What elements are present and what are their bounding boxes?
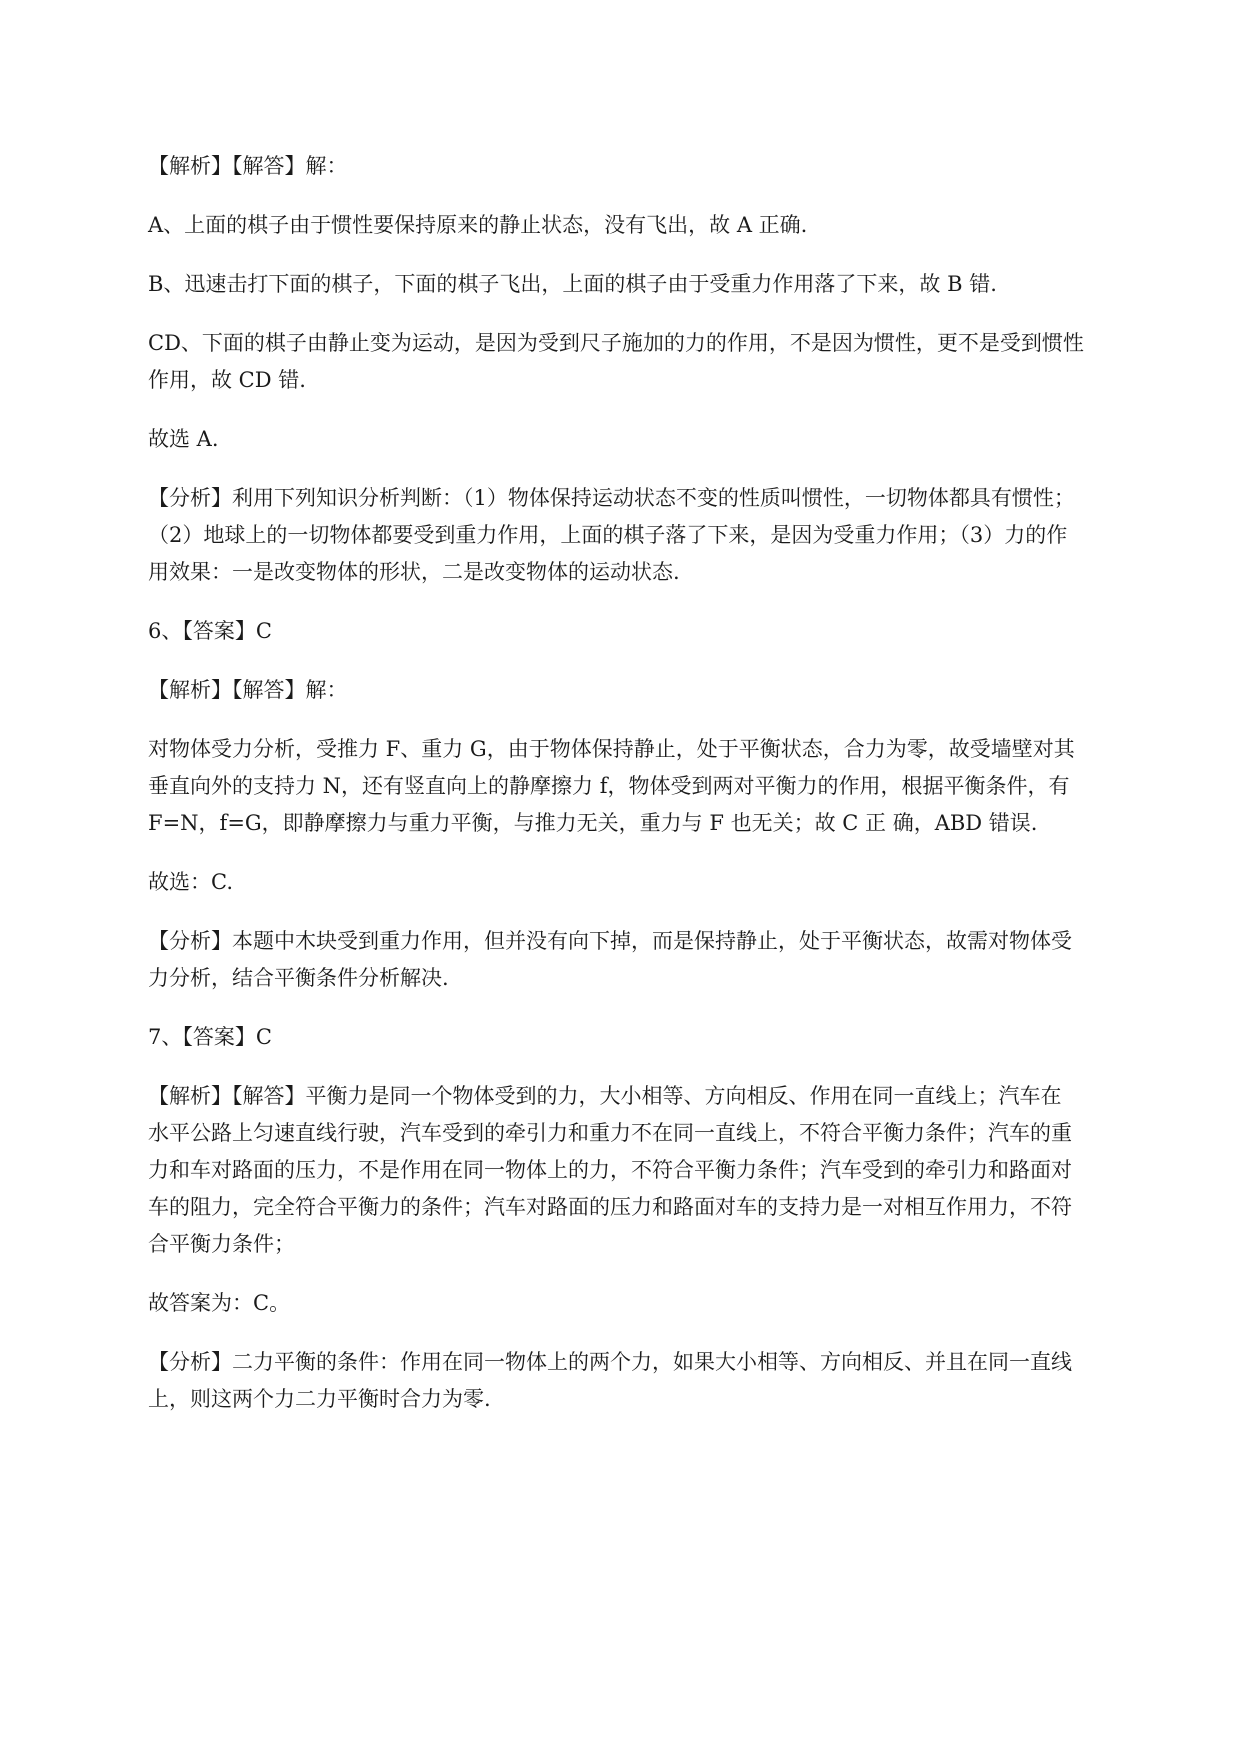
text-line: 故选：C. — [148, 870, 233, 894]
text-line: 故选 A. — [148, 427, 219, 451]
text-line: 上，则这两个力二力平衡时合力为零. — [148, 1387, 491, 1411]
text-line: 【解析】【解答】解： — [148, 154, 348, 178]
paragraph — [148, 1019, 1158, 1056]
text-line: 水平公路上匀速直线行驶，汽车受到的牵引力和重力不在同一直线上，不符合平衡力条件；汽车的重 — [148, 1121, 1072, 1145]
text-line: A、上面的棋子由于惯性要保持原来的静止状态，没有飞出，故 A 正确. — [148, 213, 808, 237]
text-line: 【分析】二力平衡的条件：作用在同一物体上的两个力，如果大小相等、方向相反、并且在同一直线 — [148, 1350, 1072, 1374]
paragraph — [148, 325, 1158, 399]
paragraph — [148, 923, 1158, 997]
paragraph — [148, 1285, 1158, 1322]
paragraph — [148, 148, 1158, 185]
text-line: 对物体受力分析，受推力 F、重力 G，由于物体保持静止，处于平衡状态，合力为零，故受墙壁对其 — [148, 737, 1075, 761]
text-line: 【分析】本题中木块受到重力作用，但并没有向下掉，而是保持静止，处于平衡状态，故需对物体受 — [148, 929, 1072, 953]
text-line: 故答案为：C。 — [148, 1291, 291, 1315]
paragraph — [148, 1344, 1158, 1418]
text-line: 垂直向外的支持力 N，还有竖直向上的静摩擦力 f，物体受到两对平衡力的作用，根据平衡条件，有 — [148, 774, 1070, 798]
text-line: （2）地球上的一切物体都要受到重力作用，上面的棋子落了下来，是因为受重力作用；（3）力的作 — [148, 523, 1068, 547]
paragraph — [148, 207, 1158, 244]
paragraph — [148, 731, 1158, 842]
text-line: F=N，f=G，即静摩擦力与重力平衡，与推力无关，重力与 F 也无关；故 C 正 确，ABD 错误. — [148, 811, 1038, 835]
paragraph — [148, 1078, 1158, 1263]
paragraph — [148, 864, 1158, 901]
text-line: 力和车对路面的压力，不是作用在同一物体上的力，不符合平衡力条件；汽车受到的牵引力和路面对 — [148, 1158, 1072, 1182]
text-line: 7、【答案】C — [148, 1025, 272, 1049]
text-line: 6、【答案】C — [148, 619, 272, 643]
text-line: 【解析】【解答】解： — [148, 678, 348, 702]
text-line: B、迅速击打下面的棋子，下面的棋子飞出，上面的棋子由于受重力作用落了下来，故 B 错. — [148, 272, 997, 296]
document-body — [148, 148, 1158, 1418]
text-line: 【解析】【解答】平衡力是同一个物体受到的力，大小相等、方向相反、作用在同一直线上；汽车在 — [148, 1084, 1062, 1108]
paragraph — [148, 480, 1158, 591]
paragraph — [148, 266, 1158, 303]
text-line: 用效果：一是改变物体的形状，二是改变物体的运动状态. — [148, 560, 680, 584]
text-line: 作用，故 CD 错. — [148, 368, 306, 392]
paragraph — [148, 672, 1158, 709]
text-line: 力分析，结合平衡条件分析解决. — [148, 966, 449, 990]
paragraph — [148, 613, 1158, 650]
text-line: 合平衡力条件； — [148, 1232, 295, 1256]
text-line: 车的阻力，完全符合平衡力的条件；汽车对路面的压力和路面对车的支持力是一对相互作用力，不符 — [148, 1195, 1072, 1219]
paragraph — [148, 421, 1158, 458]
text-line: CD、下面的棋子由静止变为运动，是因为受到尺子施加的力的作用，不是因为惯性，更不是受到惯性 — [148, 331, 1084, 355]
text-line: 【分析】利用下列知识分析判断：（1）物体保持运动状态不变的性质叫惯性，一切物体都具有惯性； — [148, 486, 1075, 510]
